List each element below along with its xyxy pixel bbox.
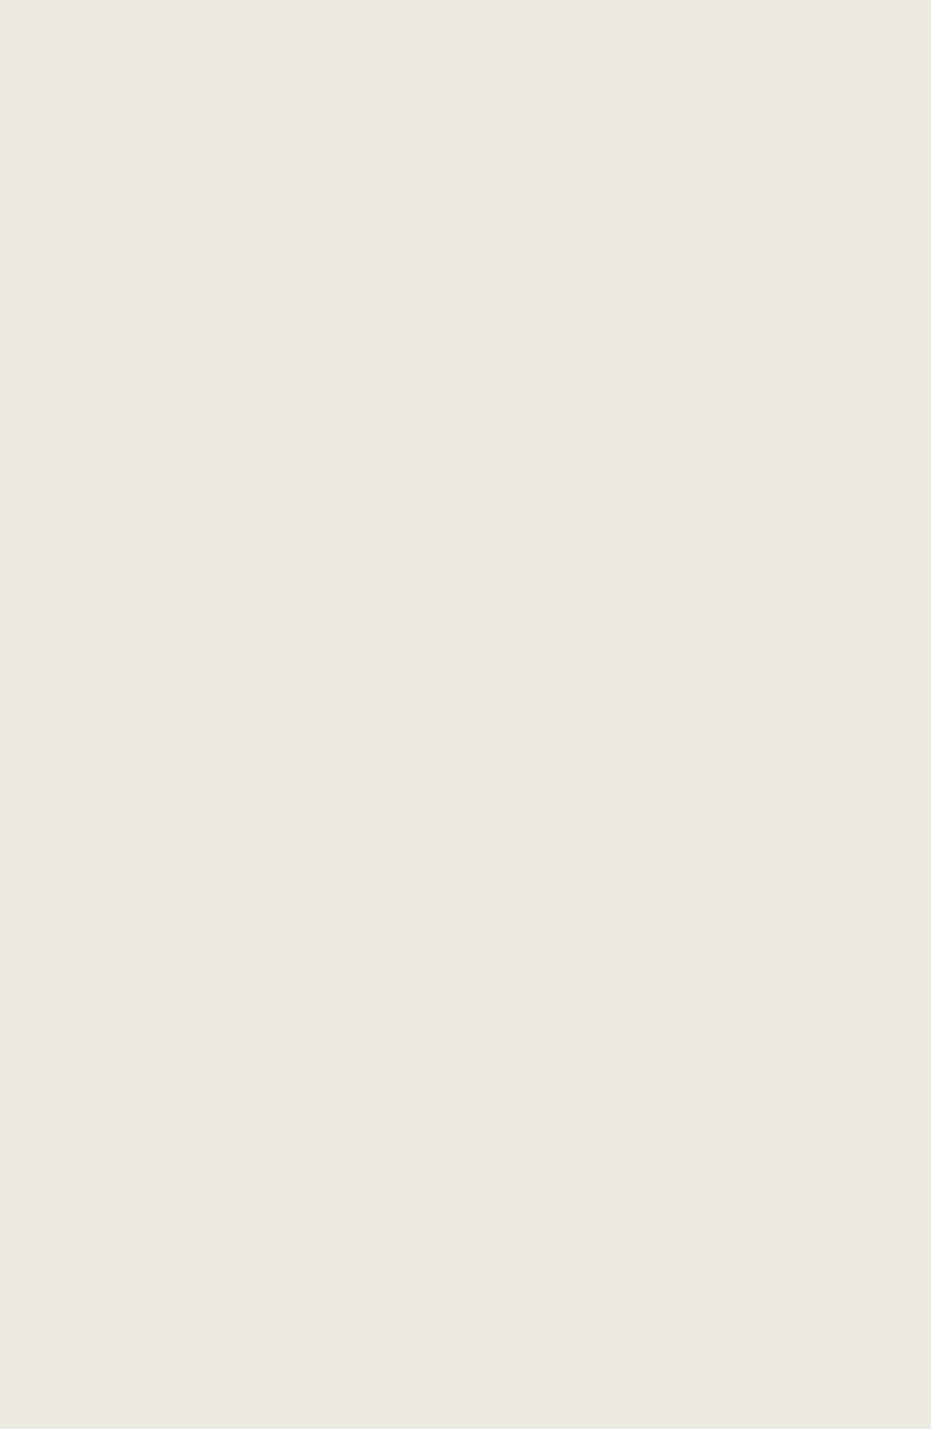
running-head — [0, 60, 931, 88]
chapter-header — [31, 562, 835, 598]
